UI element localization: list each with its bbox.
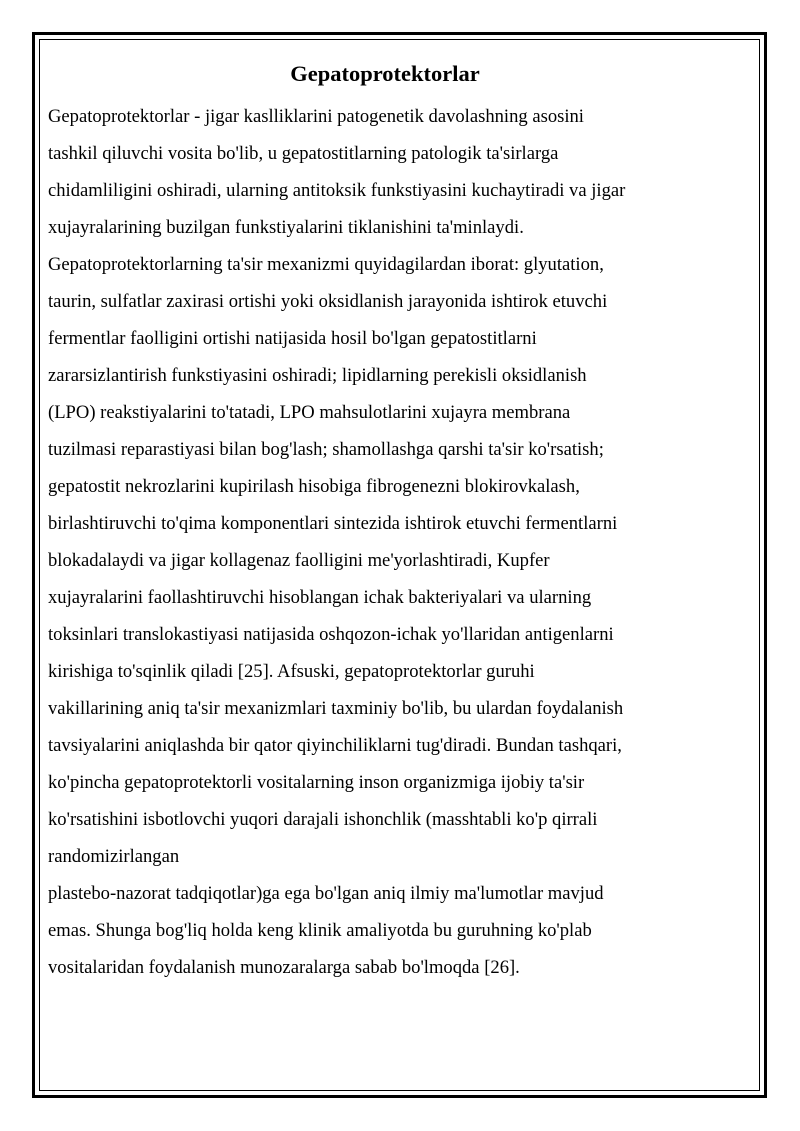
text-line: Gepatoprotektorlar - jigar kaslliklarini patogenetik davolashning asosini (48, 106, 584, 127)
text-line: gepatostit nekrozlarini kupirilash hisobiga fibrogenezni blokirovkalash, (48, 476, 580, 497)
text-line: birlashtiruvchi to'qima komponentlari sintezida ishtirok etuvchi fermentlarni (48, 513, 618, 534)
text-line: tashkil qiluvchi vosita bo'lib, u gepatostitlarning patologik ta'sirlarga (48, 143, 559, 164)
text-line: tuzilmasi reparastiyasi bilan bog'lash; shamollashga qarshi ta'sir ko'rsatish; (48, 439, 604, 460)
text-line: blokadalaydi va jigar kollagenaz faolligini me'yorlashtiradi, Kupfer (48, 550, 550, 571)
text-line: toksinlari translokastiyasi natijasida oshqozon-ichak yo'llaridan antigenlarni (48, 624, 614, 645)
page-title: Gepatoprotektorlar (290, 61, 480, 86)
text-line: emas. Shunga bog'liq holda keng klinik amaliyotda bu guruhning ko'plab (48, 920, 592, 941)
text-line: tavsiyalarini aniqlashda bir qator qiyinchiliklarni tug'diradi. Bundan tashqari, (48, 735, 622, 756)
text-line: randomizirlangan (48, 846, 180, 867)
text-line: chidamliligini oshiradi, ularning antitoksik funkstiyasini kuchaytiradi va jigar (48, 180, 626, 201)
text-line: Gepatoprotektorlarning ta'sir mexanizmi quyidagilardan iborat: glyutation, (48, 254, 604, 275)
text-line: ko'rsatishini isbotlovchi yuqori darajali ishonchlik (masshtabli ko'p qirrali (48, 809, 598, 830)
text-line: fermentlar faolligini ortishi natijasida hosil bo'lgan gepatostitlarni (48, 328, 537, 349)
text-line: xujayralarining buzilgan funkstiyalarini tiklanishini ta'minlaydi. (48, 217, 524, 238)
text-line: xujayralarini faollashtiruvchi hisoblangan ichak bakteriyalari va ularning (48, 587, 592, 608)
text-line: (LPO) reakstiyalarini to'tatadi, LPO mahsulotlarini xujayra membrana (48, 402, 571, 423)
text-line: vakillarining aniq ta'sir mexanizmlari taxminiy bo'lib, bu ulardan foydalanish (48, 698, 624, 719)
text-line: zararsizlantirish funkstiyasini oshiradi; lipidlarning perekisli oksidlanish (48, 365, 587, 386)
text-line: kirishiga to'sqinlik qiladi [25]. Afsuski, gepatoprotektorlar guruhi (48, 661, 535, 682)
text-line: plastebo-nazorat tadqiqotlar)ga ega bo'lgan aniq ilmiy ma'lumotlar mavjud (48, 883, 604, 904)
text-line: taurin, sulfatlar zaxirasi ortishi yoki oksidlanish jarayonida ishtirok etuvchi (48, 291, 608, 312)
body-paragraph (48, 98, 738, 986)
text-line: ko'pincha gepatoprotektorli vositalarning inson organizmiga ijobiy ta'sir (48, 772, 585, 793)
text-line: vositalaridan foydalanish munozaralarga sabab bo'lmoqda [26]. (48, 957, 520, 978)
